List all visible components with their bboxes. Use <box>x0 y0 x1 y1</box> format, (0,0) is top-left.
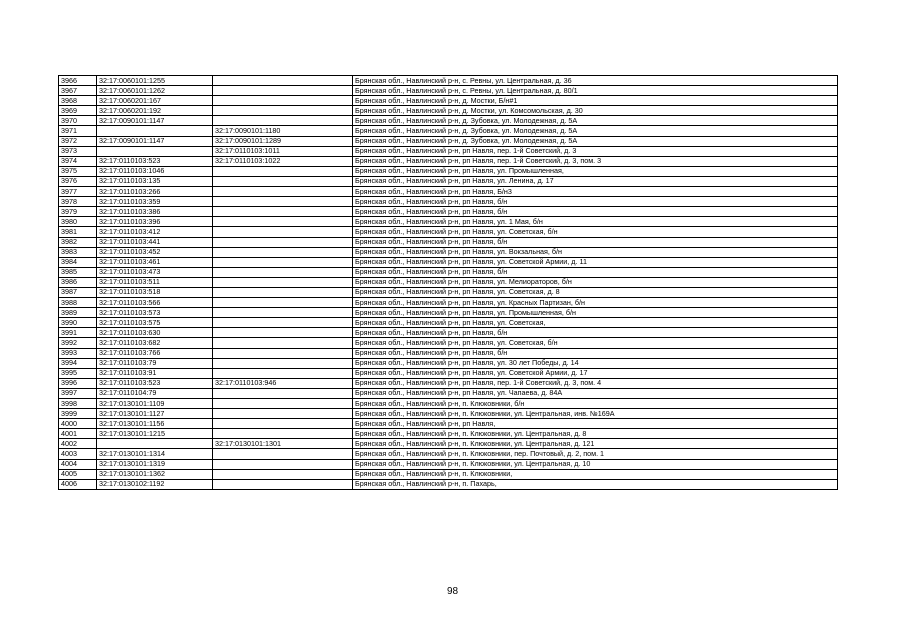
table-row <box>59 207 838 217</box>
row-number-cell: 3983 <box>59 247 97 257</box>
parent-cadastral-number-cell <box>213 388 353 398</box>
cadastral-number-cell: 32:17:0130101:1215 <box>97 429 213 439</box>
row-number-cell: 3987 <box>59 287 97 297</box>
table-row <box>59 308 838 318</box>
row-number-cell: 3977 <box>59 187 97 197</box>
parent-cadastral-number-cell <box>213 267 353 277</box>
cadastral-number-cell: 32:17:0130101:1109 <box>97 399 213 409</box>
address-cell: Брянская обл., Навлинский р-н, рп Навля, Б/н3 <box>353 187 838 197</box>
cadastral-number-cell: 32:17:0060201:192 <box>97 106 213 116</box>
table-row <box>59 348 838 358</box>
row-number-cell: 3994 <box>59 358 97 368</box>
parent-cadastral-number-cell <box>213 207 353 217</box>
table-row <box>59 267 838 277</box>
address-cell: Брянская обл., Навлинский р-н, д. Мостки, ул. Комсомольская, д. 30 <box>353 106 838 116</box>
address-cell: Брянская обл., Навлинский р-н, п. Клюковники, ул. Центральная, инв. №169А <box>353 409 838 419</box>
cadastral-number-cell: 32:17:0110103:630 <box>97 328 213 338</box>
table-row <box>59 378 838 388</box>
parent-cadastral-number-cell <box>213 419 353 429</box>
row-number-cell: 3997 <box>59 388 97 398</box>
table-row <box>59 146 838 156</box>
parent-cadastral-number-cell <box>213 96 353 106</box>
parent-cadastral-number-cell <box>213 348 353 358</box>
table-row <box>59 106 838 116</box>
row-number-cell: 3972 <box>59 136 97 146</box>
cadastral-number-cell: 32:17:0110103:452 <box>97 247 213 257</box>
table-row <box>59 318 838 328</box>
table-row <box>59 419 838 429</box>
cadastral-number-cell: 32:17:0110103:523 <box>97 378 213 388</box>
parent-cadastral-number-cell <box>213 469 353 479</box>
table-row <box>59 227 838 237</box>
parent-cadastral-number-cell <box>213 429 353 439</box>
row-number-cell: 3981 <box>59 227 97 237</box>
cadastral-number-cell <box>97 439 213 449</box>
table-row <box>59 388 838 398</box>
table-row <box>59 136 838 146</box>
parent-cadastral-number-cell <box>213 257 353 267</box>
row-number-cell: 3968 <box>59 96 97 106</box>
row-number-cell: 3989 <box>59 308 97 318</box>
table-row <box>59 459 838 469</box>
row-number-cell: 3996 <box>59 378 97 388</box>
row-number-cell: 3984 <box>59 257 97 267</box>
address-cell: Брянская обл., Навлинский р-н, рп Навля, пер. 1-й Советский, д. 3, пом. 3 <box>353 156 838 166</box>
address-cell: Брянская обл., Навлинский р-н, п. Клюковники, ул. Центральная, д. 10 <box>353 459 838 469</box>
address-cell: Брянская обл., Навлинский р-н, п. Клюковники, <box>353 469 838 479</box>
registry-table-body <box>59 76 838 490</box>
row-number-cell: 3993 <box>59 348 97 358</box>
parent-cadastral-number-cell <box>213 368 353 378</box>
parent-cadastral-number-cell <box>213 399 353 409</box>
cadastral-number-cell: 32:17:0060101:1255 <box>97 76 213 86</box>
address-cell: Брянская обл., Навлинский р-н, рп Навля, ул. Советская, д. 8 <box>353 287 838 297</box>
address-cell: Брянская обл., Навлинский р-н, п. Клюковники, ул. Центральная, д. 121 <box>353 439 838 449</box>
table-row <box>59 277 838 287</box>
row-number-cell: 3971 <box>59 126 97 136</box>
row-number-cell: 3988 <box>59 298 97 308</box>
table-row <box>59 257 838 267</box>
cadastral-number-cell: 32:17:0110103:473 <box>97 267 213 277</box>
row-number-cell: 3970 <box>59 116 97 126</box>
parent-cadastral-number-cell <box>213 277 353 287</box>
table-row <box>59 479 838 489</box>
cadastral-number-cell: 32:17:0110104:79 <box>97 388 213 398</box>
row-number-cell: 3976 <box>59 176 97 186</box>
cadastral-number-cell: 32:17:0110103:518 <box>97 287 213 297</box>
parent-cadastral-number-cell <box>213 459 353 469</box>
row-number-cell: 4005 <box>59 469 97 479</box>
cadastral-number-cell: 32:17:0130102:1192 <box>97 479 213 489</box>
cadastral-number-cell: 32:17:0110103:566 <box>97 298 213 308</box>
parent-cadastral-number-cell: 32:17:0110103:946 <box>213 378 353 388</box>
cadastral-number-cell: 32:17:0110103:766 <box>97 348 213 358</box>
parent-cadastral-number-cell <box>213 308 353 318</box>
address-cell: Брянская обл., Навлинский р-н, рп Навля, б/н <box>353 197 838 207</box>
address-cell: Брянская обл., Навлинский р-н, рп Навля, ул. 30 лет Победы, д. 14 <box>353 358 838 368</box>
parent-cadastral-number-cell <box>213 328 353 338</box>
address-cell: Брянская обл., Навлинский р-н, рп Навля, ул. 1 Мая, б/н <box>353 217 838 227</box>
parent-cadastral-number-cell <box>213 166 353 176</box>
cadastral-number-cell <box>97 146 213 156</box>
address-cell: Брянская обл., Навлинский р-н, рп Навля, пер. 1-й Советский, д. 3, пом. 4 <box>353 378 838 388</box>
parent-cadastral-number-cell <box>213 106 353 116</box>
row-number-cell: 3980 <box>59 217 97 227</box>
parent-cadastral-number-cell <box>213 358 353 368</box>
cadastral-number-cell: 32:17:0110103:573 <box>97 308 213 318</box>
address-cell: Брянская обл., Навлинский р-н, рп Навля, ул. Советская, б/н <box>353 338 838 348</box>
parent-cadastral-number-cell <box>213 318 353 328</box>
address-cell: Брянская обл., Навлинский р-н, с. Ревны, ул. Центральная, д. 36 <box>353 76 838 86</box>
parent-cadastral-number-cell <box>213 116 353 126</box>
address-cell: Брянская обл., Навлинский р-н, рп Навля, ул. Советская, <box>353 318 838 328</box>
cadastral-number-cell: 32:17:0130101:1156 <box>97 419 213 429</box>
row-number-cell: 4004 <box>59 459 97 469</box>
table-row <box>59 237 838 247</box>
table-row <box>59 76 838 86</box>
row-number-cell: 3978 <box>59 197 97 207</box>
parent-cadastral-number-cell: 32:17:0090101:1180 <box>213 126 353 136</box>
row-number-cell: 3975 <box>59 166 97 176</box>
row-number-cell: 4006 <box>59 479 97 489</box>
table-row <box>59 298 838 308</box>
table-row <box>59 187 838 197</box>
cadastral-number-cell <box>97 126 213 136</box>
cadastral-number-cell: 32:17:0110103:1046 <box>97 166 213 176</box>
table-row <box>59 328 838 338</box>
cadastral-number-cell: 32:17:0110103:523 <box>97 156 213 166</box>
parent-cadastral-number-cell <box>213 86 353 96</box>
cadastral-number-cell: 32:17:0130101:1319 <box>97 459 213 469</box>
address-cell: Брянская обл., Навлинский р-н, рп Навля, ул. Промышленная, <box>353 166 838 176</box>
address-cell: Брянская обл., Навлинский р-н, рп Навля, б/н <box>353 328 838 338</box>
row-number-cell: 3979 <box>59 207 97 217</box>
address-cell: Брянская обл., Навлинский р-н, д. Зубовка, ул. Молодежная, д. 5А <box>353 136 838 146</box>
cadastral-number-cell: 32:17:0130101:1314 <box>97 449 213 459</box>
cadastral-number-cell: 32:17:0060101:1262 <box>97 86 213 96</box>
row-number-cell: 3966 <box>59 76 97 86</box>
address-cell: Брянская обл., Навлинский р-н, рп Навля, ул. Советской Армии, д. 11 <box>353 257 838 267</box>
address-cell: Брянская обл., Навлинский р-н, рп Навля, <box>353 419 838 429</box>
table-row <box>59 409 838 419</box>
table-row <box>59 429 838 439</box>
cadastral-number-cell: 32:17:0110103:412 <box>97 227 213 237</box>
table-row <box>59 166 838 176</box>
row-number-cell: 4003 <box>59 449 97 459</box>
address-cell: Брянская обл., Навлинский р-н, рп Навля, ул. Промышленная, б/н <box>353 308 838 318</box>
address-cell: Брянская обл., Навлинский р-н, рп Навля, ул. Мелиораторов, б/н <box>353 277 838 287</box>
address-cell: Брянская обл., Навлинский р-н, рп Навля, ул. Вокзальная, б/н <box>353 247 838 257</box>
table-row <box>59 368 838 378</box>
parent-cadastral-number-cell <box>213 298 353 308</box>
address-cell: Брянская обл., Навлинский р-н, д. Зубовка, ул. Молодежная, д. 5А <box>353 116 838 126</box>
cadastral-number-cell: 32:17:0110103:79 <box>97 358 213 368</box>
parent-cadastral-number-cell <box>213 247 353 257</box>
address-cell: Брянская обл., Навлинский р-н, д. Зубовка, ул. Молодежная, д. 5А <box>353 126 838 136</box>
row-number-cell: 4001 <box>59 429 97 439</box>
table-row <box>59 247 838 257</box>
parent-cadastral-number-cell <box>213 479 353 489</box>
address-cell: Брянская обл., Навлинский р-н, рп Навля, б/н <box>353 207 838 217</box>
cadastral-number-cell: 32:17:0110103:511 <box>97 277 213 287</box>
parent-cadastral-number-cell: 32:17:0110103:1022 <box>213 156 353 166</box>
address-cell: Брянская обл., Навлинский р-н, д. Мостки, Б/н#1 <box>353 96 838 106</box>
parent-cadastral-number-cell <box>213 197 353 207</box>
row-number-cell: 3969 <box>59 106 97 116</box>
parent-cadastral-number-cell <box>213 227 353 237</box>
cadastral-number-cell: 32:17:0110103:682 <box>97 338 213 348</box>
table-row <box>59 217 838 227</box>
address-cell: Брянская обл., Навлинский р-н, рп Навля, ул. Советская, б/н <box>353 227 838 237</box>
cadastral-number-cell: 32:17:0130101:1362 <box>97 469 213 479</box>
row-number-cell: 3991 <box>59 328 97 338</box>
row-number-cell: 3967 <box>59 86 97 96</box>
parent-cadastral-number-cell <box>213 287 353 297</box>
cadastral-number-cell: 32:17:0110103:266 <box>97 187 213 197</box>
cadastral-number-cell: 32:17:0110103:575 <box>97 318 213 328</box>
table-row <box>59 287 838 297</box>
parent-cadastral-number-cell <box>213 187 353 197</box>
address-cell: Брянская обл., Навлинский р-н, рп Навля, ул. Советской Армии, д. 17 <box>353 368 838 378</box>
table-row <box>59 469 838 479</box>
row-number-cell: 3999 <box>59 409 97 419</box>
page-number: 98 <box>446 586 459 597</box>
table-row <box>59 156 838 166</box>
table-row <box>59 338 838 348</box>
cadastral-number-cell: 32:17:0110103:135 <box>97 176 213 186</box>
address-cell: Брянская обл., Навлинский р-н, рп Навля, б/н <box>353 267 838 277</box>
address-cell: Брянская обл., Навлинский р-н, п. Клюковники, пер. Почтовый, д. 2, пом. 1 <box>353 449 838 459</box>
table-row <box>59 399 838 409</box>
cadastral-number-cell: 32:17:0130101:1127 <box>97 409 213 419</box>
row-number-cell: 3995 <box>59 368 97 378</box>
table-row <box>59 449 838 459</box>
row-number-cell: 3986 <box>59 277 97 287</box>
address-cell: Брянская обл., Навлинский р-н, рп Навля, ул. Красных Партизан, б/н <box>353 298 838 308</box>
address-cell: Брянская обл., Навлинский р-н, рп Навля, б/н <box>353 348 838 358</box>
row-number-cell: 3992 <box>59 338 97 348</box>
cadastral-number-cell: 32:17:0110103:441 <box>97 237 213 247</box>
parent-cadastral-number-cell: 32:17:0110103:1011 <box>213 146 353 156</box>
parent-cadastral-number-cell <box>213 409 353 419</box>
cadastral-number-cell: 32:17:0110103:91 <box>97 368 213 378</box>
parent-cadastral-number-cell: 32:17:0090101:1289 <box>213 136 353 146</box>
address-cell: Брянская обл., Навлинский р-н, п. Клюковники, ул. Центральная, д. 8 <box>353 429 838 439</box>
parent-cadastral-number-cell <box>213 76 353 86</box>
cadastral-number-cell: 32:17:0060201:167 <box>97 96 213 106</box>
row-number-cell: 3998 <box>59 399 97 409</box>
parent-cadastral-number-cell <box>213 237 353 247</box>
cadastral-number-cell: 32:17:0090101:1147 <box>97 136 213 146</box>
table-row <box>59 176 838 186</box>
row-number-cell: 3982 <box>59 237 97 247</box>
cadastral-number-cell: 32:17:0110103:359 <box>97 197 213 207</box>
table-row <box>59 126 838 136</box>
cadastral-number-cell: 32:17:0110103:461 <box>97 257 213 267</box>
row-number-cell: 3974 <box>59 156 97 166</box>
table-row <box>59 86 838 96</box>
row-number-cell: 3985 <box>59 267 97 277</box>
row-number-cell: 4000 <box>59 419 97 429</box>
parent-cadastral-number-cell <box>213 449 353 459</box>
table-row <box>59 96 838 106</box>
property-registry-table <box>58 75 838 490</box>
parent-cadastral-number-cell: 32:17:0130101:1301 <box>213 439 353 449</box>
table-row <box>59 197 838 207</box>
parent-cadastral-number-cell <box>213 176 353 186</box>
address-cell: Брянская обл., Навлинский р-н, рп Навля, ул. Чапаева, д. 84А <box>353 388 838 398</box>
address-cell: Брянская обл., Навлинский р-н, п. Клюковники, б/н <box>353 399 838 409</box>
parent-cadastral-number-cell <box>213 217 353 227</box>
address-cell: Брянская обл., Навлинский р-н, с. Ревны, ул. Центральная, д. 80/1 <box>353 86 838 96</box>
address-cell: Брянская обл., Навлинский р-н, рп Навля, б/н <box>353 237 838 247</box>
cadastral-number-cell: 32:17:0090101:1147 <box>97 116 213 126</box>
row-number-cell: 3990 <box>59 318 97 328</box>
row-number-cell: 3973 <box>59 146 97 156</box>
parent-cadastral-number-cell <box>213 338 353 348</box>
address-cell: Брянская обл., Навлинский р-н, рп Навля, пер. 1-й Советский, д. 3 <box>353 146 838 156</box>
row-number-cell: 4002 <box>59 439 97 449</box>
table-row <box>59 439 838 449</box>
cadastral-number-cell: 32:17:0110103:396 <box>97 217 213 227</box>
table-row <box>59 358 838 368</box>
address-cell: Брянская обл., Навлинский р-н, п. Пахарь, <box>353 479 838 489</box>
cadastral-number-cell: 32:17:0110103:386 <box>97 207 213 217</box>
table-row <box>59 116 838 126</box>
address-cell: Брянская обл., Навлинский р-н, рп Навля, ул. Ленина, д. 17 <box>353 176 838 186</box>
